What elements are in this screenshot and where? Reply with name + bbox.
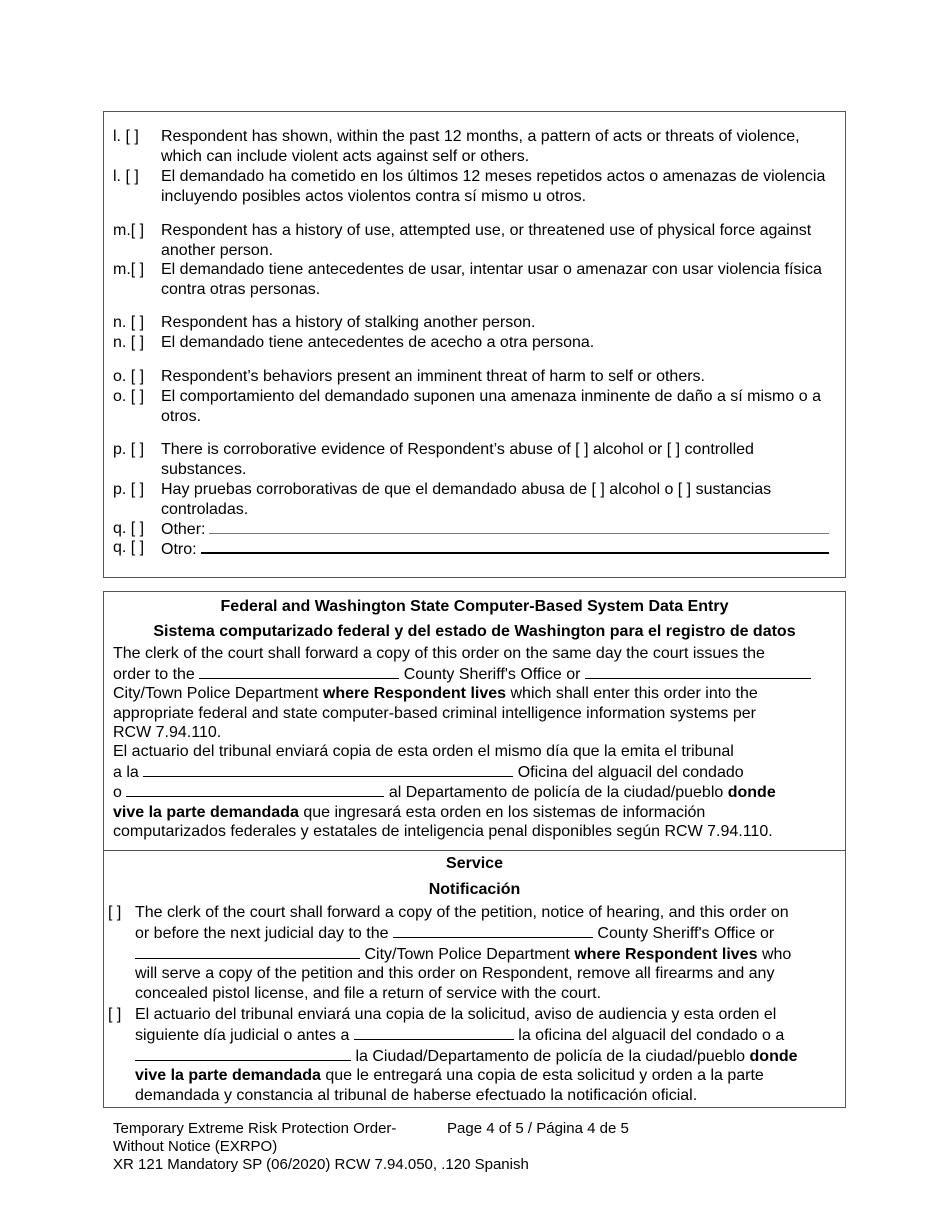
checkbox-p-en[interactable]: p. [ ] [113,441,145,458]
service-title-en: Service [446,855,503,872]
checkbox-q-en[interactable]: q. [ ] [113,520,145,537]
data-entry-title-es: Sistema computarizado federal y del estado de Washington para el registro de datos [153,623,796,640]
bold-text: where Respondent lives [322,685,507,703]
form-title-line1: Temporary Extreme Risk Protection Order- [113,1120,397,1137]
checkbox-o-es[interactable]: o. [ ] [113,388,145,405]
bold-text: vive la parte demandada [113,803,299,821]
text: que le entregará una copia de esta solicitud y orden a la parte [325,1067,764,1085]
criterion-text: There is corroborative evidence of Respondent’s abuse of [ ] alcohol or [ ] controlled substances. [161,441,754,478]
bold-text: donde [727,784,776,802]
bold-text: vive la parte demandada [135,1067,321,1085]
criterion-l-es[interactable] [113,167,839,206]
checkbox-l-es[interactable]: l. [ ] [113,168,139,185]
criterion-m-en[interactable] [113,221,839,260]
checkbox-l-en[interactable]: l. [ ] [113,128,139,145]
text-line [113,664,837,685]
city-blank[interactable] [585,664,811,679]
city-blank[interactable] [135,944,360,959]
text-line: El actuario del tribunal enviará copia de esta orden el mismo día que la emita el tribunal [113,743,734,760]
checkbox-q-es[interactable]: q. [ ] [113,539,145,556]
service-title-es: Notificación [428,881,521,898]
criterion-text: El demandado tiene antecedentes de usar, intentar usar o amenazar con usar violencia física contra otras personas. [161,261,822,298]
text-line: RCW 7.94.110. [113,724,222,742]
criterion-o-es[interactable] [113,387,839,426]
other-label: Other: [161,521,206,538]
criterion-p-en[interactable] [113,440,839,479]
criteria-box [103,111,846,578]
text-line [113,684,837,704]
text: City/Town Police Department [113,685,319,703]
criterion-text: El demandado tiene antecedentes de acecho a otra persona. [161,334,595,351]
text: que ingresará esta orden en los sistemas de información [303,803,706,821]
text: County Sheriff's Office or [597,924,775,942]
bold-text: donde [749,1047,798,1065]
form-title-line2: Without Notice (EXRPO) [113,1138,278,1155]
data-entry-service-box [103,591,846,1108]
text-line: The clerk of the court shall forward a copy of this order on the same day the court issues the [113,645,765,662]
criterion-text: Hay pruebas corroborativas de que el demandado abusa de [ ] alcohol o [ ] sustancias controladas. [161,481,772,518]
text-line [135,1046,837,1067]
bold-text: where Respondent lives [574,945,758,963]
criterion-text: Respondent’s behaviors present an imminent threat of harm to self or others. [161,368,705,385]
text-line: demandada y constancia al tribunal de haberse efectuado la notificación oficial. [135,1087,698,1105]
criterion-n-en[interactable] [113,313,839,333]
condado-blank[interactable] [354,1025,514,1040]
criterion-o-en[interactable] [113,367,839,387]
checkbox-p-es[interactable]: p. [ ] [113,481,145,498]
form-number: XR 121 Mandatory SP (06/2020) RCW 7.94.050, .120 Spanish [113,1156,529,1173]
data-entry-title-en: Federal and Washington State Computer-Based System Data Entry [220,598,729,615]
checkbox-m-es[interactable]: m.[ ] [113,261,145,278]
county-blank[interactable] [393,923,593,938]
text-line: computarizados federales y estatales de inteligencia penal disponibles según RCW 7.94.110. [113,823,773,841]
text: la Ciudad/Departamento de policía de la ciudad/pueblo [355,1047,746,1065]
text: who [761,945,792,963]
criterion-text: Respondent has a history of use, attempted use, or threatened use of physical force against another person. [161,222,812,259]
checkbox-n-es[interactable]: n. [ ] [113,334,145,351]
county-blank[interactable] [199,664,399,679]
text: la oficina del alguacil del condado o a [518,1026,785,1044]
text: o [113,784,122,802]
text: County Sheriff's Office or [403,665,581,683]
otro-field[interactable] [201,538,829,554]
other-field[interactable] [209,519,829,534]
condado-blank[interactable] [143,762,513,777]
checkbox-n-en[interactable]: n. [ ] [113,314,145,331]
otro-label: Otro: [161,541,197,558]
text: Oficina del alguacil del condado [517,763,744,781]
criterion-n-es[interactable] [113,333,839,353]
checkbox-service-es[interactable]: [ ] [108,1006,122,1023]
text-line [135,923,837,944]
text: City/Town Police Department [364,945,570,963]
data-entry-es [113,742,837,842]
text-line [135,944,837,965]
criterion-text: Respondent has a history of stalking another person. [161,314,536,331]
criterion-l-en[interactable] [113,127,839,166]
service-option-en[interactable] [108,903,837,1004]
page-number: Page 4 of 5 / Página 4 de 5 [447,1120,629,1137]
text-line: El actuario del tribunal enviará una copia de la solicitud, aviso de audiencia y esta orden el [135,1006,777,1023]
criterion-p-es[interactable] [113,480,839,519]
text: al Departamento de policía de la ciudad/pueblo [388,784,724,802]
checkbox-m-en[interactable]: m.[ ] [113,222,145,239]
criterion-text: El comportamiento del demandado suponen una amenaza inminente de daño a sí mismo o a otros. [161,388,821,425]
text: order to the [113,665,195,683]
page-footer [113,1120,629,1174]
ciudad-blank[interactable] [126,782,384,797]
text: siguiente día judicial o antes a [135,1026,350,1044]
text-line [135,1066,837,1086]
text-line: The clerk of the court shall forward a copy of the petition, notice of hearing, and this order on [135,904,789,921]
section-divider [104,850,845,851]
text: which shall enter this order into the [510,685,758,703]
text: a la [113,763,139,781]
service-option-es[interactable] [108,1005,837,1106]
checkbox-service-en[interactable]: [ ] [108,904,122,921]
criterion-text: Respondent has shown, within the past 12 months, a pattern of acts or threats of violence, which can include violent acts against self or others. [161,128,800,165]
checkbox-o-en[interactable]: o. [ ] [113,368,145,385]
text: or before the next judicial day to the [135,924,389,942]
text-line [135,1025,837,1046]
criterion-q-en[interactable] [113,519,839,540]
text-line: appropriate federal and state computer-based criminal intelligence information systems per [113,704,756,722]
text-line [113,762,837,783]
text-line: will serve a copy of the petition and this order on Respondent, remove all firearms and any [135,965,775,983]
criterion-m-es[interactable] [113,260,839,299]
criterion-text: El demandado ha cometido en los últimos 12 meses repetidos actos o amenazas de violencia incluyendo posibles actos violentos contra sí mismo u otros. [161,168,826,205]
criterion-q-es[interactable] [113,538,839,560]
text-line [113,803,837,823]
ciudad-blank[interactable] [135,1046,351,1061]
text-line: concealed pistol license, and file a return of service with the court. [135,985,602,1003]
text-line [113,782,837,803]
data-entry-en [113,644,837,743]
